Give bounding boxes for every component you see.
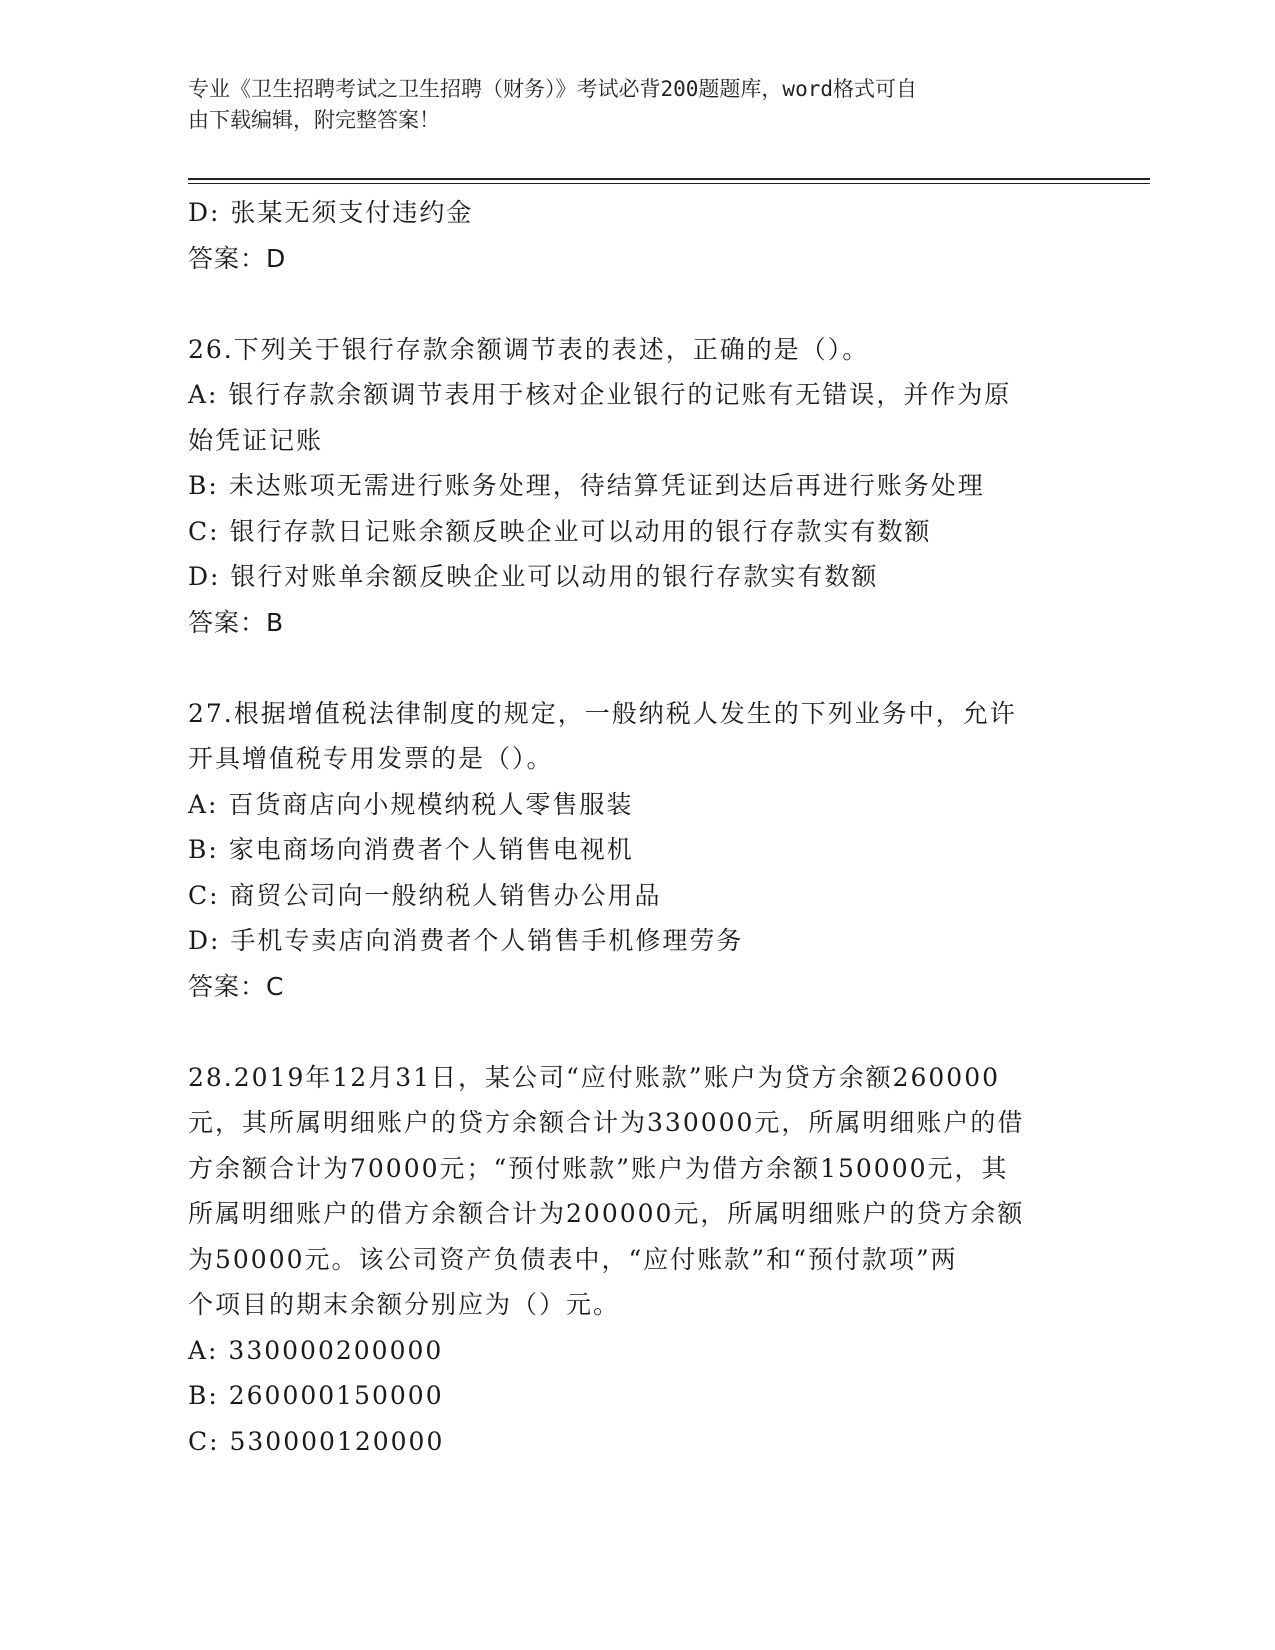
- answer-line: 答案：D: [188, 243, 287, 273]
- header-divider-thin: [188, 183, 1150, 184]
- question-26: [188, 327, 1088, 646]
- question-stem-continued: 为50000元。该公司资产负债表中，“应付账款”和“预付款项”两: [188, 1244, 958, 1274]
- question-stem-continued: 方余额合计为70000元；“预付账款”账户为借方余额150000元，其: [188, 1153, 1009, 1183]
- spacer: [188, 281, 1088, 327]
- option-b: B: 260000150000: [188, 1381, 444, 1410]
- option-c: C: 商贸公司向一般纳税人销售办公用品: [188, 880, 662, 910]
- question-27: [188, 691, 1088, 1010]
- option-a-continued: 始凭证记账: [188, 425, 324, 455]
- question-stem: 27.根据增值税法律制度的规定，一般纳税人发生的下列业务中，允许: [188, 698, 1017, 728]
- answer-line: 答案：B: [188, 607, 285, 637]
- question-stem: 28.2019年12月31日，某公司“应付账款”账户为贷方余额260000: [188, 1062, 1001, 1092]
- question-stem: 26.下列关于银行存款余额调节表的表述，正确的是（）。: [188, 334, 870, 364]
- question-stem-continued: 所属明细账户的借方余额合计为200000元，所属明细账户的贷方余额: [188, 1199, 1025, 1228]
- header-line-1: 专业《卫生招聘考试之卫生招聘（财务）》考试必背200题题库，word格式可自: [188, 77, 917, 101]
- answer-line: 答案：C: [188, 971, 285, 1001]
- spacer: [188, 645, 1088, 691]
- option-a: A: 百货商店向小规模纳税人零售服装: [188, 789, 634, 819]
- header-divider-thick: [188, 178, 1150, 180]
- page-header: [188, 74, 1068, 136]
- option-c: C: 银行存款日记账余额反映企业可以动用的银行存款实有数额: [188, 516, 932, 546]
- header-line-2: 由下载编辑，附完整答案！: [188, 108, 440, 132]
- document-body: [188, 190, 1088, 1464]
- option-b: B: 未达账项无需进行账务处理，待结算凭证到达后再进行账务处理: [188, 471, 985, 500]
- spacer: [188, 1009, 1088, 1055]
- question-stem-continued: 个项目的期末余额分别应为（）元。: [188, 1290, 621, 1319]
- option-a: A: 银行存款余额调节表用于核对企业银行的记账有无错误，并作为原: [188, 380, 1012, 409]
- option-d: D: 张某无须支付违约金: [188, 198, 474, 227]
- option-d: D: 手机专卖店向消费者个人销售手机修理劳务: [188, 926, 744, 955]
- option-a: A: 330000200000: [188, 1335, 444, 1365]
- option-c: C: 530000120000: [188, 1426, 445, 1456]
- question-stem-continued: 元，其所属明细账户的贷方余额合计为330000元，所属明细账户的借: [188, 1108, 1025, 1137]
- question-stem-continued: 开具增值税专用发票的是（）。: [188, 744, 554, 773]
- option-b: B: 家电商场向消费者个人销售电视机: [188, 835, 634, 864]
- option-d: D: 银行对账单余额反映企业可以动用的银行存款实有数额: [188, 562, 879, 591]
- question-28: [188, 1055, 1088, 1465]
- previous-question-tail: [188, 190, 1088, 281]
